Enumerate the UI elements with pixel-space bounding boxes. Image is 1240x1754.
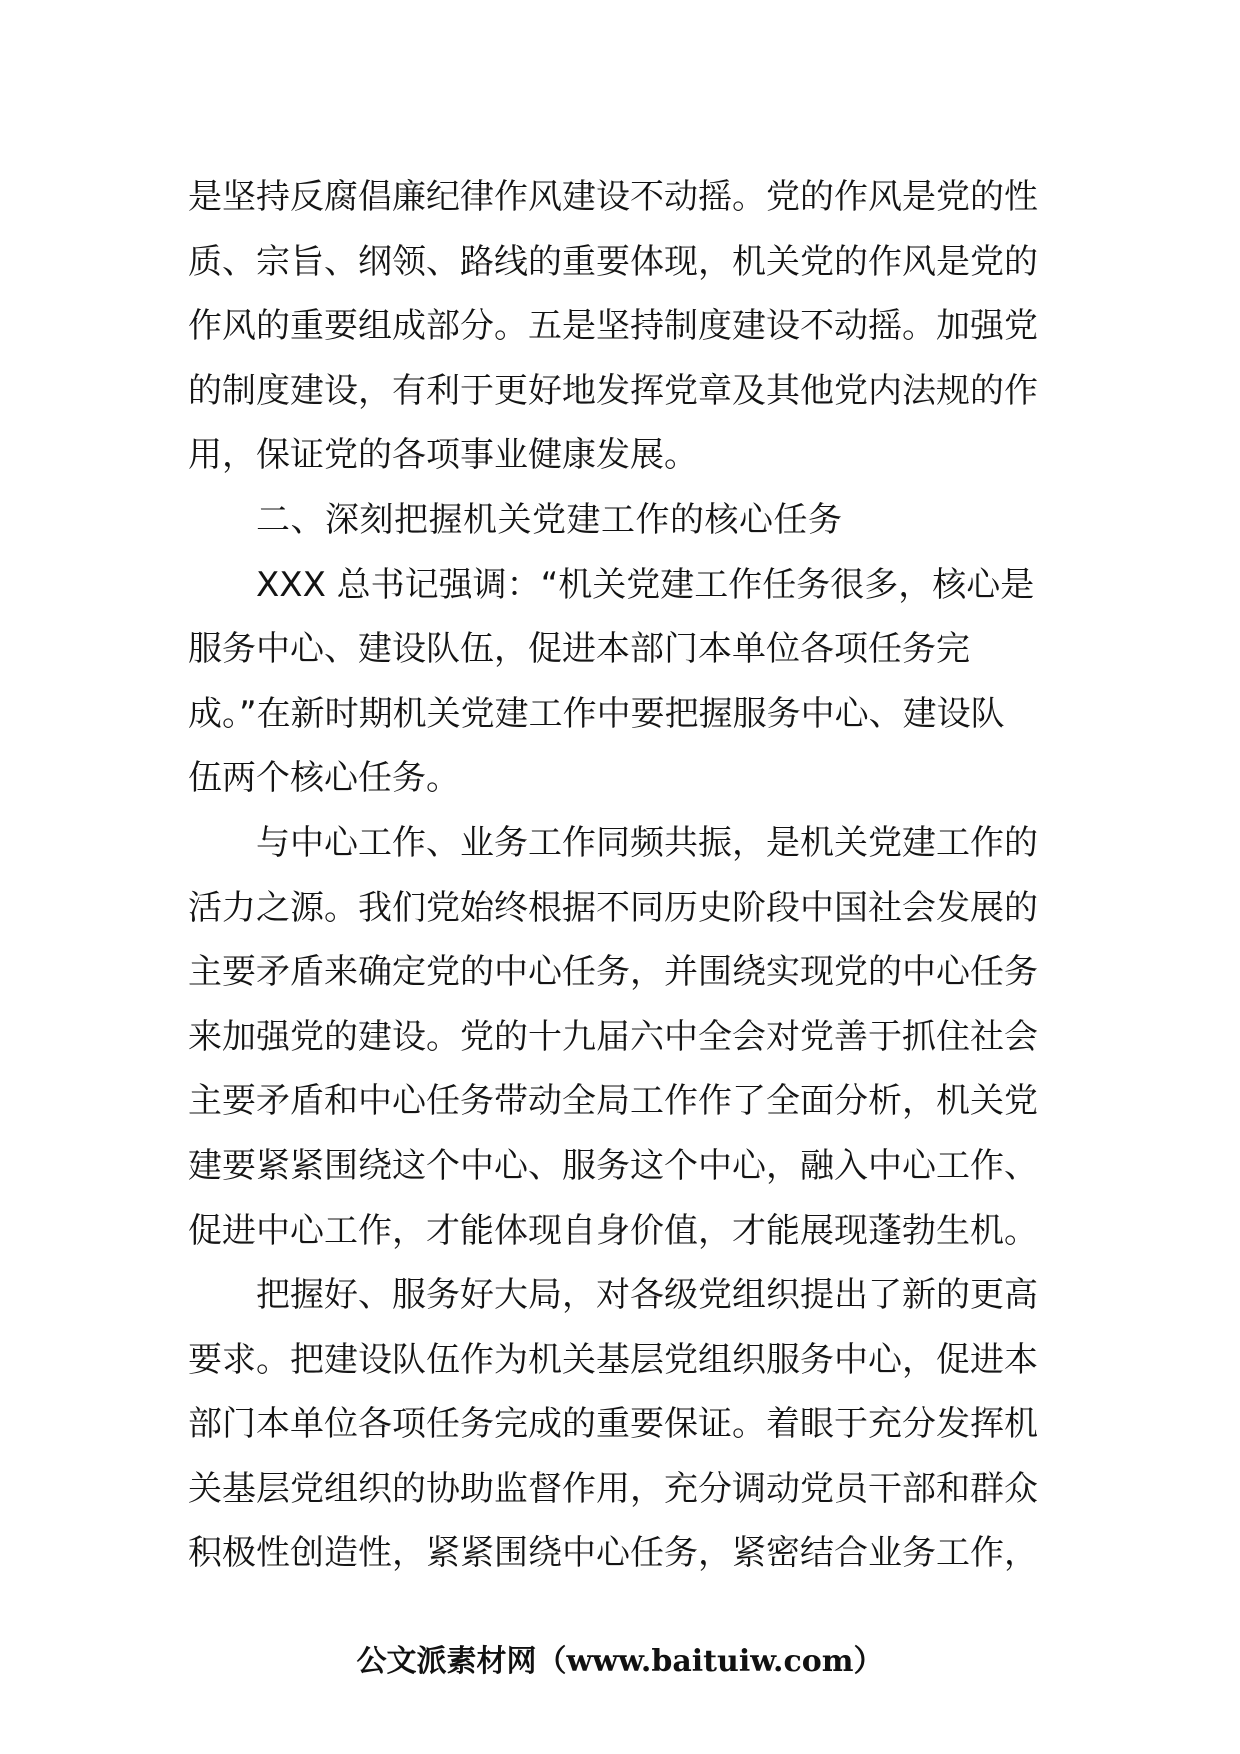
text-line: 的制度建设，有利于更好地发挥党章及其他党内法规的作 [188,370,1038,411]
text-line: 积极性创造性，紧紧围绕中心任务，紧密结合业务工作， [188,1533,1038,1574]
text-line: 用，保证党的各项事业健康发展。 [188,435,698,476]
text-line: 促进中心工作，才能体现自身价值，才能展现蓬勃生机。 [188,1210,1038,1251]
text-line: 成。”在新时期机关党建工作中要把握服务中心、建设队 [188,693,1005,734]
text-line: 是坚持反腐倡廉纪律作风建设不动摇。党的作风是党的性 [188,177,1038,217]
text-line: 主要矛盾来确定党的中心任务，并围绕实现党的中心任务 [188,952,1038,993]
paragraph-continuation [188,165,1058,488]
text-line: 把握好、服务好大局，对各级党组织提出了新的更高 [256,1275,1038,1316]
text-line: 要求。把建设队伍作为机关基层党组织服务中心，促进本 [188,1339,1038,1380]
text-line: XXX 总书记强调：“机关党建工作任务很多，核心是 [256,564,1035,605]
text-line: 来加强党的建设。党的十九届六中全会对党善于抓住社会 [188,1016,1038,1057]
text-line: 关基层党组织的协助监督作用，充分调动党员干部和群众 [188,1468,1038,1509]
text-line: 与中心工作、业务工作同频共振，是机关党建工作的 [256,822,1038,863]
footer-watermark: 公文派素材网（www.baituiw.com） [356,1644,884,1679]
text-line: 建要紧紧围绕这个中心、服务这个中心，融入中心工作、 [188,1145,1038,1186]
text-line: 质、宗旨、纲领、路线的重要体现，机关党的作风是党的 [188,241,1038,282]
text-line: 主要矛盾和中心任务带动全局工作作了全面分析，机关党 [188,1081,1038,1122]
text-line: 部门本单位各项任务完成的重要保证。着眼于充分发挥机 [188,1404,1038,1445]
paragraph-overall-situation [188,1263,1058,1586]
section-heading: 二、深刻把握机关党建工作的核心任务 [256,499,843,540]
paragraph-quote [188,553,1058,811]
text-line: 服务中心、建设队伍，促进本部门本单位各项任务完 [188,629,970,670]
text-line: 活力之源。我们党始终根据不同历史阶段中国社会发展的 [188,887,1038,928]
text-line: 作风的重要组成部分。五是坚持制度建设不动摇。加强党 [188,306,1038,347]
text-line: 伍两个核心任务。 [188,758,460,799]
document-body [188,165,1058,1586]
paragraph-central-work [188,811,1058,1263]
